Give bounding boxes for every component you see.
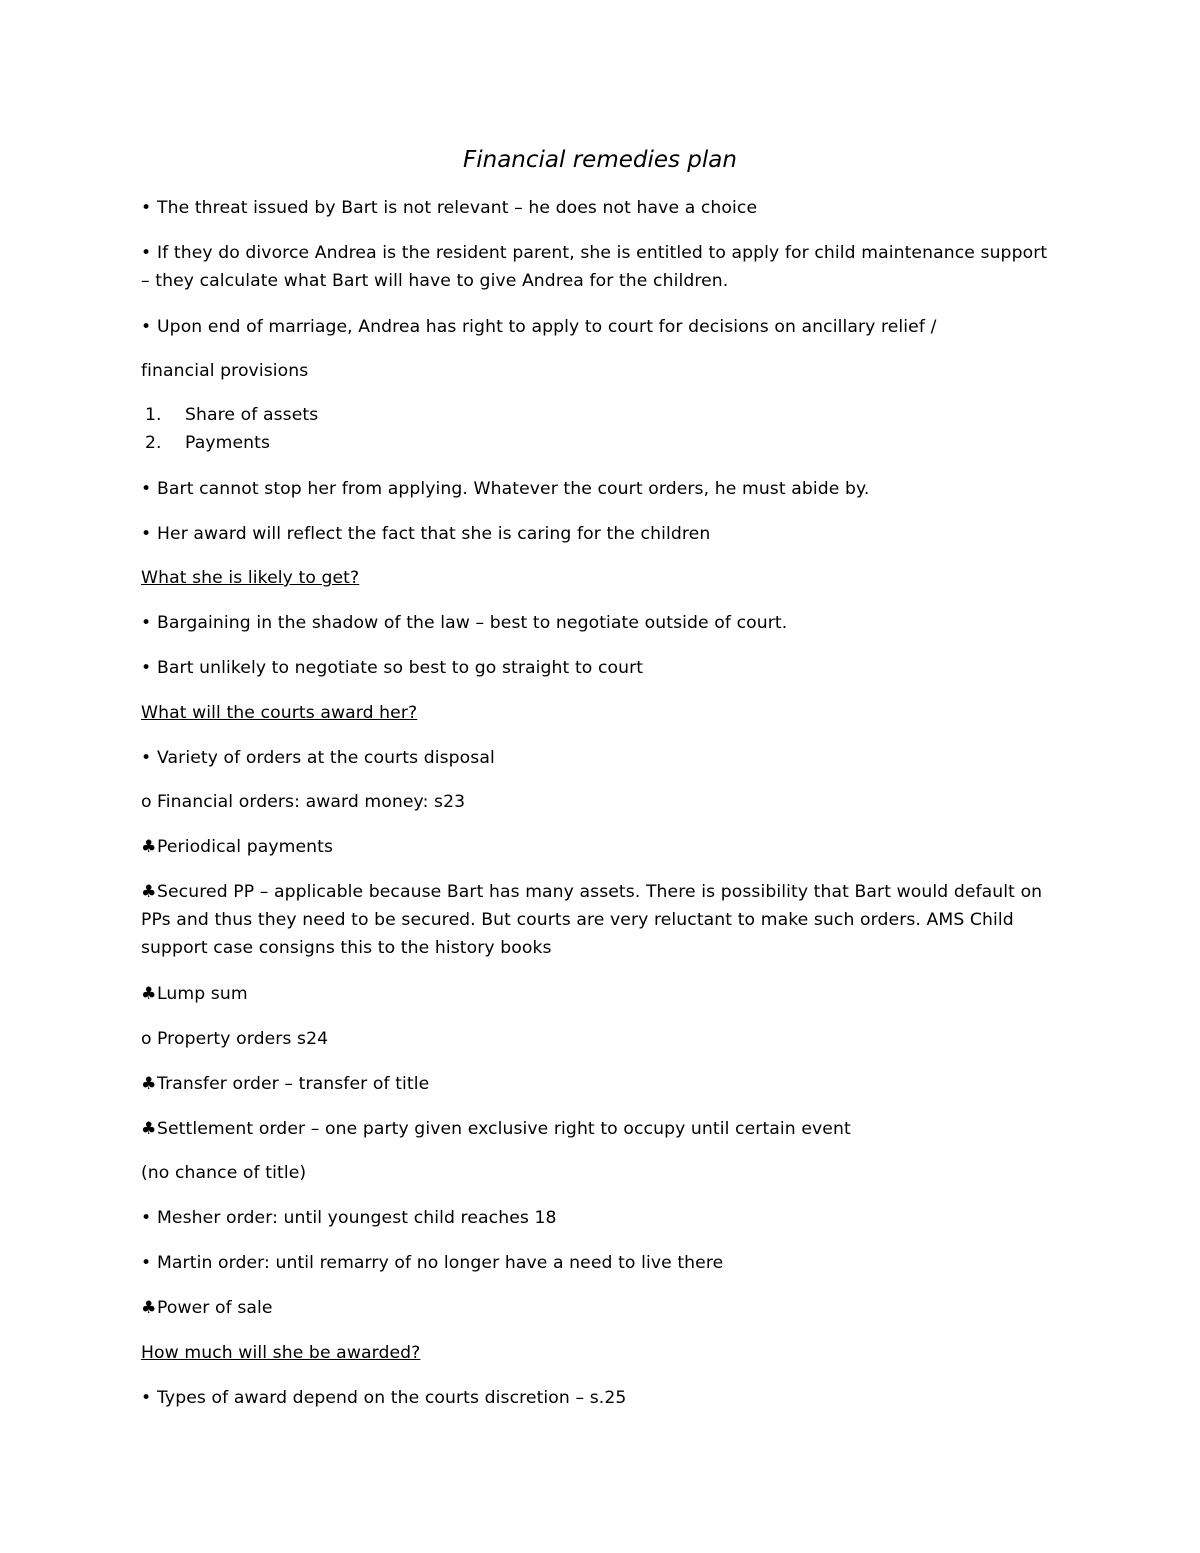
bullet-item [141, 1384, 1061, 1412]
bullet-marker: • [141, 613, 152, 633]
club-text: Transfer order – transfer of title [157, 1074, 430, 1094]
bullet-item [141, 520, 1061, 548]
section-heading [141, 699, 1061, 727]
club-continuation: PPs and thus they need to be secured. But courts are very reluctant to make such orders. AMS Child [141, 910, 1014, 930]
bullet-marker: • [141, 748, 152, 768]
bullet-marker: • [141, 1253, 152, 1273]
plain-text: (no chance of title) [141, 1163, 307, 1183]
plain-text: financial provisions [141, 361, 309, 381]
numbered-text: Payments [185, 433, 270, 453]
club-marker-icon: ♣ [141, 1119, 157, 1139]
section-heading-text: What she is likely to get? [141, 568, 360, 588]
bullet-marker: • [141, 1388, 152, 1408]
bullet-text: If they do divorce Andrea is the resident parent, she is entitled to apply for child maintenance support [157, 243, 1048, 263]
club-marker-icon: ♣ [141, 1298, 157, 1318]
section-heading-text: How much will she be awarded? [141, 1343, 421, 1363]
bullet-text: Bart cannot stop her from applying. Whatever the court orders, he must abide by. [157, 479, 870, 499]
sub-item [141, 1025, 1061, 1053]
numbered-item [145, 429, 1065, 457]
club-item [141, 878, 1061, 906]
bullet-marker: • [141, 1208, 152, 1228]
bullet-marker: • [141, 243, 152, 263]
sub-text: Financial orders: award money: s23 [157, 792, 466, 812]
club-continuation: support case consigns this to the history books [141, 938, 552, 958]
bullet-text: Upon end of marriage, Andrea has right to apply to court for decisions on ancillary relief / [157, 317, 937, 337]
sub-marker: o [141, 1029, 152, 1049]
bullet-marker: • [141, 198, 152, 218]
club-text: Secured PP – applicable because Bart has many assets. There is possibility that Bart would default on [157, 882, 1043, 902]
bullet-item [141, 194, 1061, 222]
numbered-item [145, 401, 1065, 429]
bullet-marker: • [141, 658, 152, 678]
sub-item [141, 788, 1061, 816]
bullet-item [141, 475, 1061, 503]
bullet-continuation: – they calculate what Bart will have to give Andrea for the children. [141, 271, 729, 291]
bullet-marker: • [141, 317, 152, 337]
section-heading [141, 1339, 1061, 1367]
club-marker-icon: ♣ [141, 984, 157, 1004]
section-heading [141, 564, 1061, 592]
bullet-text: The threat issued by Bart is not relevant – he does not have a choice [157, 198, 758, 218]
bullet-item [141, 313, 1061, 341]
section-heading-text: What will the courts award her? [141, 703, 418, 723]
bullet-text: Her award will reflect the fact that she is caring for the children [157, 524, 711, 544]
bullet-item [141, 1204, 1061, 1232]
bullet-item [141, 744, 1061, 772]
club-text: Power of sale [157, 1298, 273, 1318]
club-text: Periodical payments [157, 837, 334, 857]
bullet-text: Martin order: until remarry of no longer have a need to live there [157, 1253, 724, 1273]
club-item [141, 1070, 1061, 1098]
bullet-text: Bart unlikely to negotiate so best to go straight to court [157, 658, 644, 678]
bullet-item [141, 1249, 1061, 1277]
club-marker-icon: ♣ [141, 1074, 157, 1094]
numbered-text: Share of assets [185, 405, 319, 425]
number-marker: 2. [145, 433, 162, 453]
sub-text: Property orders s24 [157, 1029, 329, 1049]
club-item [141, 1294, 1061, 1322]
bullet-item [141, 239, 1061, 267]
club-text: Lump sum [157, 984, 248, 1004]
bullet-item [141, 654, 1061, 682]
club-item [141, 980, 1061, 1008]
bullet-marker: • [141, 524, 152, 544]
bullet-marker: • [141, 479, 152, 499]
club-marker-icon: ♣ [141, 837, 157, 857]
sub-marker: o [141, 792, 152, 812]
bullet-item [141, 609, 1061, 637]
number-marker: 1. [145, 405, 162, 425]
bullet-text: Types of award depend on the courts discretion – s.25 [157, 1388, 627, 1408]
bullet-text: Variety of orders at the courts disposal [157, 748, 495, 768]
club-item [141, 833, 1061, 861]
club-item [141, 1115, 1061, 1143]
document-title: Financial remedies plan [463, 147, 737, 173]
club-text: Settlement order – one party given exclusive right to occupy until certain event [157, 1119, 851, 1139]
club-marker-icon: ♣ [141, 882, 157, 902]
bullet-text: Mesher order: until youngest child reaches 18 [157, 1208, 557, 1228]
bullet-text: Bargaining in the shadow of the law – best to negotiate outside of court. [157, 613, 788, 633]
